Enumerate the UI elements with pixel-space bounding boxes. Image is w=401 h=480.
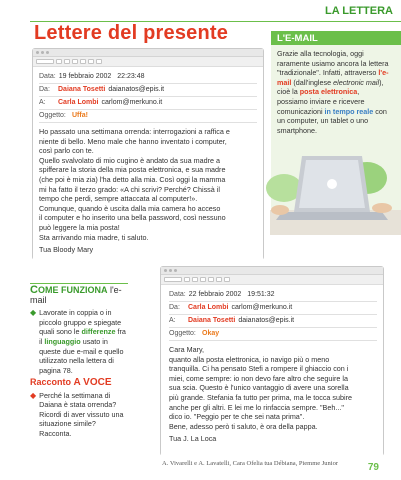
email-signature: Tua Bloody Mary [39,245,94,255]
section-tag [283,3,401,23]
email-date-row: Data: 22 febbraio 2002 19:51:32 [169,291,275,298]
window-titlebar [33,49,263,57]
email-signature: Tua J. La Loca [169,434,217,444]
bullet-icon: ◆ [30,390,37,400]
toolbar-button[interactable] [88,59,94,64]
toolbar-button[interactable] [224,277,230,282]
email-subject-row: Oggetto: Okay [169,330,220,337]
email-date-row: Data: 19 febbraio 2002 22:23:48 [39,73,145,80]
email-from-row: Da: Carla Lombi carlom@merkuno.it [169,304,293,311]
toolbar-button[interactable] [200,277,206,282]
toolbar-button[interactable] [208,277,214,282]
laptop-illustration [262,150,401,235]
toolbar-button[interactable] [192,277,198,282]
racconto-box [30,378,130,439]
window-titlebar [161,267,383,275]
come-funziona-heading: COME FUNZIONA l'e-mail [30,284,122,305]
email-toolbar [33,57,263,67]
email-info-text: Grazie alla tecnologia, oggi raramente usiamo ancora la lettera "tradizionale". Infatti, attraverso l'e-mail (dall'inglese electronic mail), cioè la posta elettronica, possiamo inviare e ricevere comunicazioni in tempo reale con un computer, un tablet o uno smartphone. [277,49,389,135]
email-subject-row: Oggetto: Uffa! [39,112,88,119]
come-funziona-box [30,286,130,375]
email-toolbar [161,275,383,285]
email-from-row: Da: Daiana Tosetti daianatos@epis.it [39,86,165,93]
bullet-icon: ◆ [30,308,37,318]
come-funziona-text: ◆ Lavorate in coppia o in piccolo gruppo e spiegate quali sono le differenze fra il linguaggio usato in queste due e-mail e quello utilizzato nella lettera di pagina 78. [30,308,126,375]
source-caption: A. Vivarelli e A. Lavatelli, Cara Ofelia tua Débiana, Piemme Junior [162,460,339,467]
racconto-heading: Racconto A VOCE [30,377,112,388]
page-title: Lettere del presente [34,22,229,44]
email-to-row: A: Carla Lombi carlom@merkuno.it [39,99,163,106]
toolbar-button[interactable] [96,59,102,64]
email-window-2 [160,266,384,456]
email-body-2: Cara Mary, quanto alla posta elettronica, io navigo più o meno tranquilla. Ci ha pensato Stefi a rompere il ghiaccio con i miei, come sempre: io non devo fare altro che seguire la sua scia. Questo è l'unico vantaggio di avere una sorella più grande. Stefania fa tutto per prima, ma le tocca subire anche per gli altri. E lei me lo rinfaccia sempre. "Beh..." dico io. "Peggio per te che sei nata prima". Bene, adesso però ti saluto, è ora della pappa. Tua J. La Loca [169,345,377,444]
font-select[interactable] [36,59,54,64]
toolbar-button[interactable] [56,59,62,64]
toolbar-button[interactable] [64,59,70,64]
email-body-1: Ho passato una settimana orrenda: interrogazioni a raffica e niente di bello. Meno male che hanno inventato i computer, così parlo con te. Quello svalvolato di mio cugino è andato da sua madre a spifferare la storia della mia posta elettronica, e sua madre (che poi è mia zia) l'ha detto alla mia. Così oggi la mamma mi ha fatto il terzo grado: «A chi scrivi? Perché? Chissà il tempo che perdi, sempre attaccata al computer!». Comunque, quando è uscita dalla mia camera ho acceso il computer e ho inserito una bella password, così nessuno può leggere la mia posta! Sta arrivando mia madre, ti saluto. Tua Bloody Mary [39,127,257,255]
section-tag-label: LA LETTERA [315,5,401,21]
page-number: 79 [367,462,379,473]
racconto-text: ◆ Perché la settimana di Daiana è stata orrenda? Ricordi di aver vissuto una situazione simile? Racconta. [30,390,124,438]
email-to-row: A: Daiana Tosetti daianatos@epis.it [169,317,295,324]
font-select[interactable] [164,277,182,282]
email-window-1 [32,48,264,260]
toolbar-button[interactable] [80,59,86,64]
toolbar-button[interactable] [184,277,190,282]
email-info-heading: L'E-MAIL [271,31,401,45]
toolbar-button[interactable] [72,59,78,64]
toolbar-button[interactable] [216,277,222,282]
